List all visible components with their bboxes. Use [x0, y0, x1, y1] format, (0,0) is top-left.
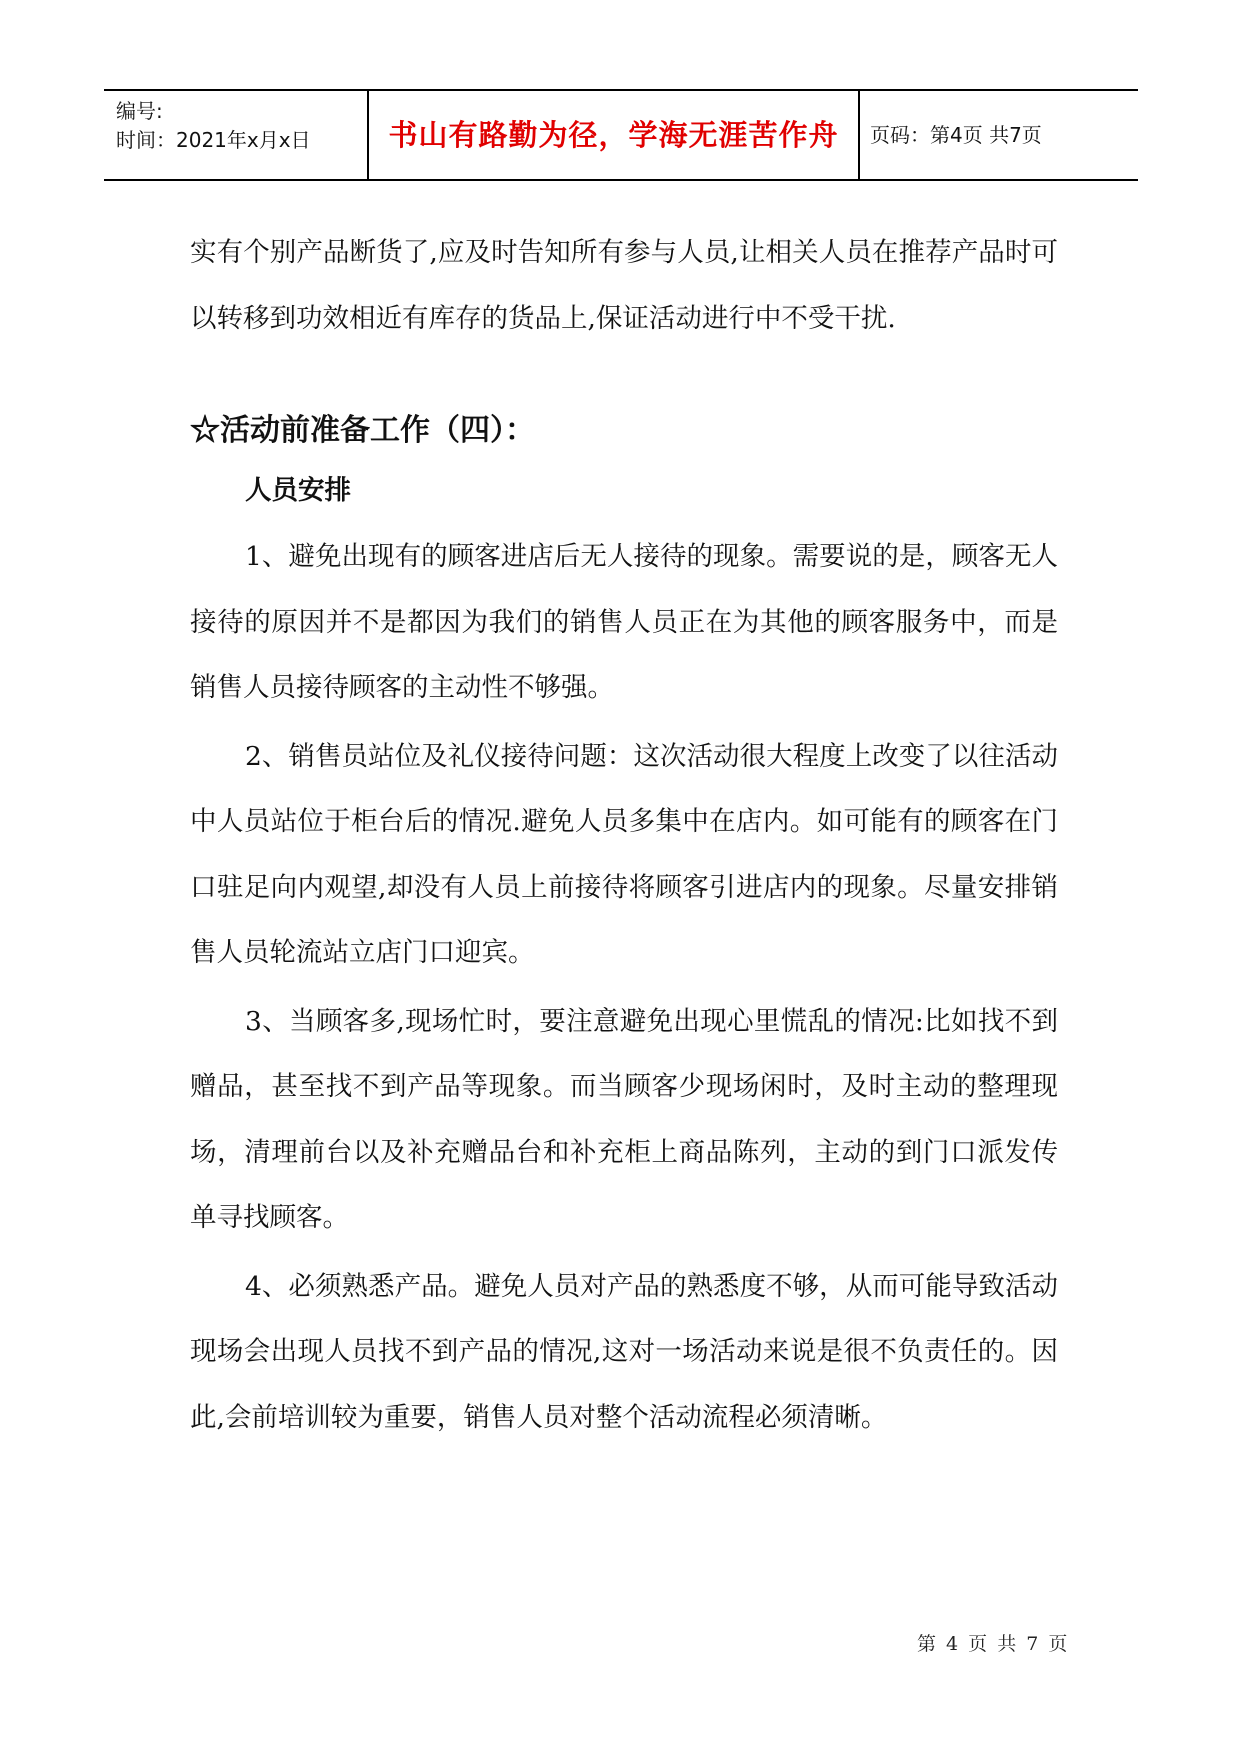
header-motto: 书山有路勤为径，学海无涯苦作舟: [388, 118, 839, 152]
page-header: [104, 89, 1138, 181]
document-time-label: 时间：2021年x月x日: [116, 128, 311, 152]
section-title: ☆活动前准备工作（四）：: [190, 413, 535, 448]
page-footer: 第 4 页 共 7 页: [917, 1633, 1070, 1655]
header-meta: [116, 97, 366, 155]
header-divider-right: [858, 91, 860, 179]
header-page-info: 页码：第4页 共7页: [870, 123, 1042, 147]
paragraph-spacer: [190, 351, 1058, 373]
document-number-label: 编号:: [116, 99, 163, 123]
list-item: 3、当顾客多,现场忙时，要注意避免出现心里慌乱的情况:比如找不到赠品，甚至找不到产品等现象。而当顾客少现场闲时，及时主动的整理现场，清理前台以及补充赠品台和补充柜上商品陈列，主动的到门口派发传单寻找顾客。: [190, 1005, 1058, 1233]
subsection-title: 人员安排: [245, 475, 351, 506]
continuation-paragraph: 实有个别产品断货了,应及时告知所有参与人员,让相关人员在推荐产品时可以转移到功效相近有库存的货品上,保证活动进行中不受干扰.: [190, 237, 1058, 334]
list-item: 2、销售员站位及礼仪接待问题：这次活动很大程度上改变了以往活动中人员站位于柜台后的情况.避免人员多集中在店内。如可能有的顾客在门口驻足向内观望,却没有人员上前接待将顾客引进店内的现象。尽量安排销售人员轮流站立店门口迎宾。: [190, 740, 1058, 968]
document-body: [190, 220, 1058, 1450]
list-item: 1、避免出现有的顾客进店后无人接待的现象。需要说的是，顾客无人接待的原因并不是都因为我们的销售人员正在为其他的顾客服务中，而是销售人员接待顾客的主动性不够强。: [190, 541, 1058, 703]
list-item: 4、必须熟悉产品。避免人员对产品的熟悉度不够，从而可能导致活动现场会出现人员找不到产品的情况,这对一场活动来说是很不负责任的。因此,会前培训较为重要，销售人员对整个活动流程必须清晰。: [190, 1270, 1058, 1433]
